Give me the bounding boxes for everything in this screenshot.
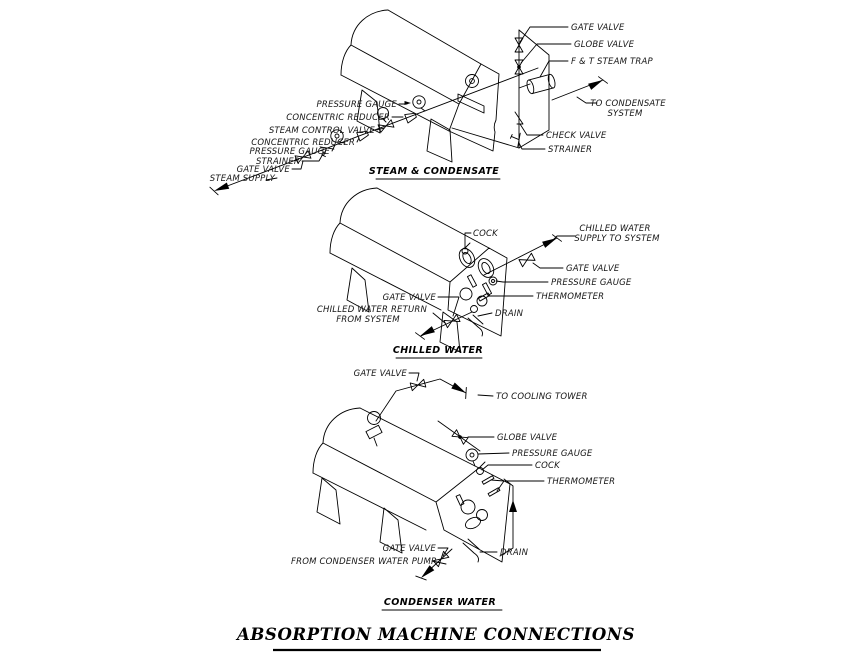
globe-valve-pipe [438, 421, 480, 451]
label-drain: DRAIN [495, 309, 524, 319]
waterbox-fittings [456, 243, 497, 336]
label-strainer: STRAINER [548, 145, 593, 155]
concentric-reducer-icon [405, 111, 418, 123]
label-to-condensate-2: SYSTEM [607, 109, 643, 119]
label-chilled-supply-2: SUPPLY TO SYSTEM [574, 234, 660, 244]
gate-valve-icon [410, 379, 426, 390]
label-ft-steam-trap: F & T STEAM TRAP [571, 57, 653, 67]
label-gate-valve: GATE VALVE [571, 23, 625, 33]
label-steam-supply: STEAM SUPPLY [209, 174, 275, 184]
label-strainer-2: STRAINER [255, 157, 300, 167]
chilled-water-diagram [317, 188, 660, 358]
label-thermometer: THERMOMETER [547, 477, 616, 487]
cooling-tower-pipe [376, 379, 471, 421]
drain-pipe [468, 315, 483, 336]
label-concentric-reducer: CONCENTRIC REDUCER [286, 113, 390, 123]
section-title-chilled: CHILLED WATER [392, 345, 484, 356]
label-pressure-gauge: PRESSURE GAUGE [316, 100, 397, 110]
label-to-cooling-tower: TO COOLING TOWER [496, 392, 588, 402]
label-from-condenser-water-pump: FROM CONDENSER WATER PUMP [291, 557, 437, 567]
drain-pipe [463, 539, 479, 562]
flow-arrow-icon [509, 500, 517, 512]
globe-valve-icon [452, 430, 468, 445]
label-gate-valve-2: GATE VALVE [382, 293, 436, 303]
condenser-water-diagram [291, 369, 615, 610]
label-concentric-reducer-2: CONCENTRIC REDUCER [251, 138, 355, 148]
machine-leg [427, 119, 452, 162]
absorption-machine-condenser [313, 408, 517, 562]
flow-arrow-icon [587, 74, 607, 91]
label-cock: COCK [473, 229, 498, 239]
label-chilled-return: CHILLED WATER RETURN [316, 305, 428, 315]
label-chilled-return-2: FROM SYSTEM [336, 315, 400, 325]
flow-arrow-icon [416, 325, 436, 342]
label-gate-valve: GATE VALVE [353, 369, 407, 379]
label-globe-valve: GLOBE VALVE [497, 433, 558, 443]
pressure-gauge-icon [466, 449, 478, 461]
label-chilled-supply: CHILLED WATER [579, 224, 651, 234]
label-gate-valve: GATE VALVE [566, 264, 620, 274]
section-title-steam: STEAM & CONDENSATE [368, 166, 500, 177]
label-check-valve: CHECK VALVE [546, 131, 607, 141]
label-steam-control-valve: STEAM CONTROL VALVE [268, 126, 375, 136]
label-drain: DRAIN [500, 548, 529, 558]
label-pressure-gauge: PRESSURE GAUGE [551, 278, 632, 288]
absorption-machine-chilled [330, 188, 507, 352]
label-to-condensate: TO CONDENSATE [590, 99, 666, 109]
flow-arrow-icon [541, 232, 561, 249]
section-title-condenser: CONDENSER WATER [383, 597, 497, 608]
label-gate-valve-2: GATE VALVE [236, 165, 290, 175]
label-thermometer: THERMOMETER [536, 292, 605, 302]
waterbox-fittings [456, 449, 500, 562]
gate-valve-icon [519, 253, 535, 266]
flow-arrow-icon [451, 381, 471, 398]
pressure-gauge-icon [413, 96, 425, 111]
leader-arrow-icon [405, 101, 412, 105]
cock-icon [460, 288, 472, 300]
label-pressure-gauge-2: PRESSURE GAUGE [249, 147, 330, 157]
chilled-return-pipe [416, 312, 472, 342]
absorption-machine-steam [341, 10, 499, 162]
label-globe-valve: GLOBE VALVE [574, 40, 635, 50]
label-cock: COCK [535, 461, 560, 471]
label-gate-valve-2: GATE VALVE [382, 544, 436, 554]
steam-condensate-diagram [210, 10, 666, 197]
top-connection-fitting [366, 412, 382, 447]
equalizer-pipe [500, 479, 517, 556]
drawing-title: ABSORPTION MACHINE CONNECTIONS [236, 625, 636, 644]
label-pressure-gauge: PRESSURE GAUGE [512, 449, 593, 459]
